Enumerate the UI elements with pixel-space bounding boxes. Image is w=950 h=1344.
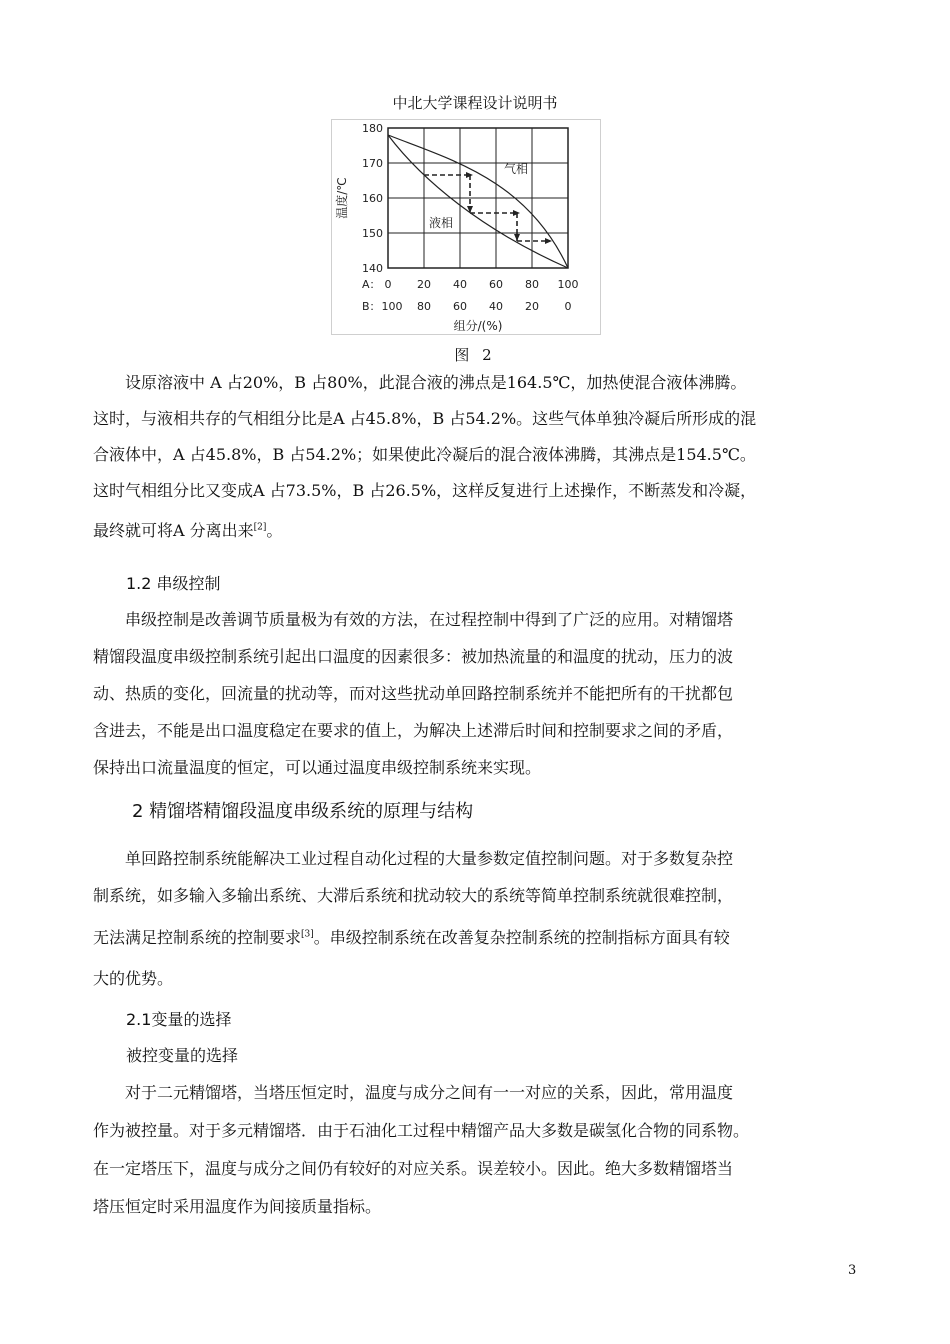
row-b-tick-40: 40 — [489, 300, 503, 313]
row-a-tick-100: 100 — [557, 278, 579, 291]
section-heading-1-2: 1.2 串级控制 — [126, 574, 221, 593]
x-axis-label: 组分/(%) — [453, 319, 503, 333]
paragraph-1-line-5 — [93, 518, 282, 541]
page-header: 中北大学课程设计说明书 — [392, 94, 558, 112]
paragraph-1-last-tail: 。 — [266, 521, 283, 540]
y-tick-150: 150 — [362, 227, 383, 240]
paragraph-1-line-1: 设原溶液中 A 占20%，B 占80%，此混合液的沸点是164.5℃，加热使混合液体沸腾。 — [125, 373, 747, 392]
paragraph-3-line-3-tail: 。串级控制系统在改善复杂控制系统的控制指标方面具有较 — [313, 928, 730, 947]
section-heading-2: 2 精馏塔精馏段温度串级系统的原理与结构 — [132, 801, 474, 822]
paragraph-3-line-3 — [93, 925, 730, 948]
row-b-tick-60: 60 — [453, 300, 467, 313]
paragraph-3-line-2: 制系统，如多输入多输出系统、大滞后系统和扰动较大的系统等简单控制系统就很难控制， — [93, 886, 734, 905]
row-b-tick-100: 100 — [381, 300, 403, 313]
row-b-tick-80: 80 — [417, 300, 431, 313]
figure-caption: 图 2 — [454, 346, 496, 364]
paragraph-2-line-4: 含进去，不能是出口温度稳定在要求的值上，为解决上述滞后时间和控制要求之间的矛盾， — [93, 721, 734, 740]
paragraph-4-line-3: 在一定塔压下，温度与成分之间仍有较好的对应关系。误差较小。因此。绝大多数精馏塔当 — [93, 1159, 734, 1178]
paragraph-3-line-4: 大的优势。 — [93, 969, 174, 988]
row-a-tick-0: 0 — [384, 278, 392, 291]
row-b-tick-0: 0 — [564, 300, 572, 313]
vapor-curve — [388, 135, 568, 268]
paragraph-1-last-text: 最终就可将A 分离出来 — [93, 521, 254, 540]
subsection-title: 被控变量的选择 — [126, 1046, 239, 1065]
row-a-tick-80: 80 — [525, 278, 539, 291]
paragraph-1-line-2: 这时，与液相共存的气相组分比是A 占45.8%，B 占54.2%。这些气体单独冷凝后所形成的混 — [93, 409, 757, 428]
y-tick-170: 170 — [362, 157, 383, 170]
paragraph-3-line-1: 单回路控制系统能解决工业过程自动化过程的大量参数定值控制问题。对于多数复杂控 — [125, 849, 734, 868]
row-b-label: B： — [362, 300, 381, 313]
liquid-label: 液相 — [429, 216, 454, 230]
row-b-tick-20: 20 — [525, 300, 539, 313]
row-a-label: A： — [362, 278, 381, 291]
diagram-grid — [388, 128, 568, 268]
paragraph-4-line-2: 作为被控量。对于多元精馏塔．由于石油化工过程中精馏产品大多数是碳氢化合物的同系物。 — [93, 1121, 750, 1140]
y-tick-180: 180 — [362, 122, 383, 135]
section-heading-2-1: 2.1变量的选择 — [126, 1010, 232, 1029]
paragraph-1-line-3: 合液体中，A 占45.8%，B 占54.2%；如果使此冷凝后的混合液体沸腾，其沸点是154.5℃。 — [93, 445, 756, 464]
paragraph-4-line-1: 对于二元精馏塔，当塔压恒定时，温度与成分之间有一一对应的关系，因此，常用温度 — [125, 1083, 734, 1102]
paragraph-3-line-3-head: 无法满足控制系统的控制要求 — [93, 928, 302, 947]
phase-diagram-svg — [332, 120, 600, 334]
paragraph-2-line-1: 串级控制是改善调节质量极为有效的方法，在过程控制中得到了广泛的应用。对精馏塔 — [125, 610, 734, 629]
page-number: 3 — [848, 1263, 857, 1278]
row-a-tick-40: 40 — [453, 278, 467, 291]
y-tick-140: 140 — [362, 262, 383, 275]
row-a-tick-20: 20 — [417, 278, 431, 291]
step-path — [424, 175, 550, 241]
paragraph-4-line-4: 塔压恒定时采用温度作为间接质量指标。 — [93, 1197, 382, 1216]
paragraph-2-line-2: 精馏段温度串级控制系统引起出口温度的因素很多：被加热流量的和温度的扰动，压力的波 — [93, 647, 734, 666]
liquid-curve — [388, 135, 568, 268]
citation-3: [3] — [301, 929, 314, 940]
paragraph-2-line-3: 动、热质的变化，回流量的扰动等，而对这些扰动单回路控制系统并不能把所有的干扰都包 — [93, 684, 734, 703]
citation-2: [2] — [253, 522, 267, 533]
paragraph-2-line-5: 保持出口流量温度的恒定，可以通过温度串级控制系统来实现。 — [93, 758, 542, 777]
y-axis-label: 温度/℃ — [335, 177, 349, 219]
vapor-label: 气相 — [504, 162, 529, 176]
y-tick-160: 160 — [362, 192, 383, 205]
row-a-tick-60: 60 — [489, 278, 503, 291]
paragraph-1-line-4: 这时气相组分比又变成A 占73.5%，B 占26.5%，这样反复进行上述操作，不断蒸发和冷凝， — [93, 481, 757, 500]
figure-boiling-diagram — [331, 119, 601, 335]
